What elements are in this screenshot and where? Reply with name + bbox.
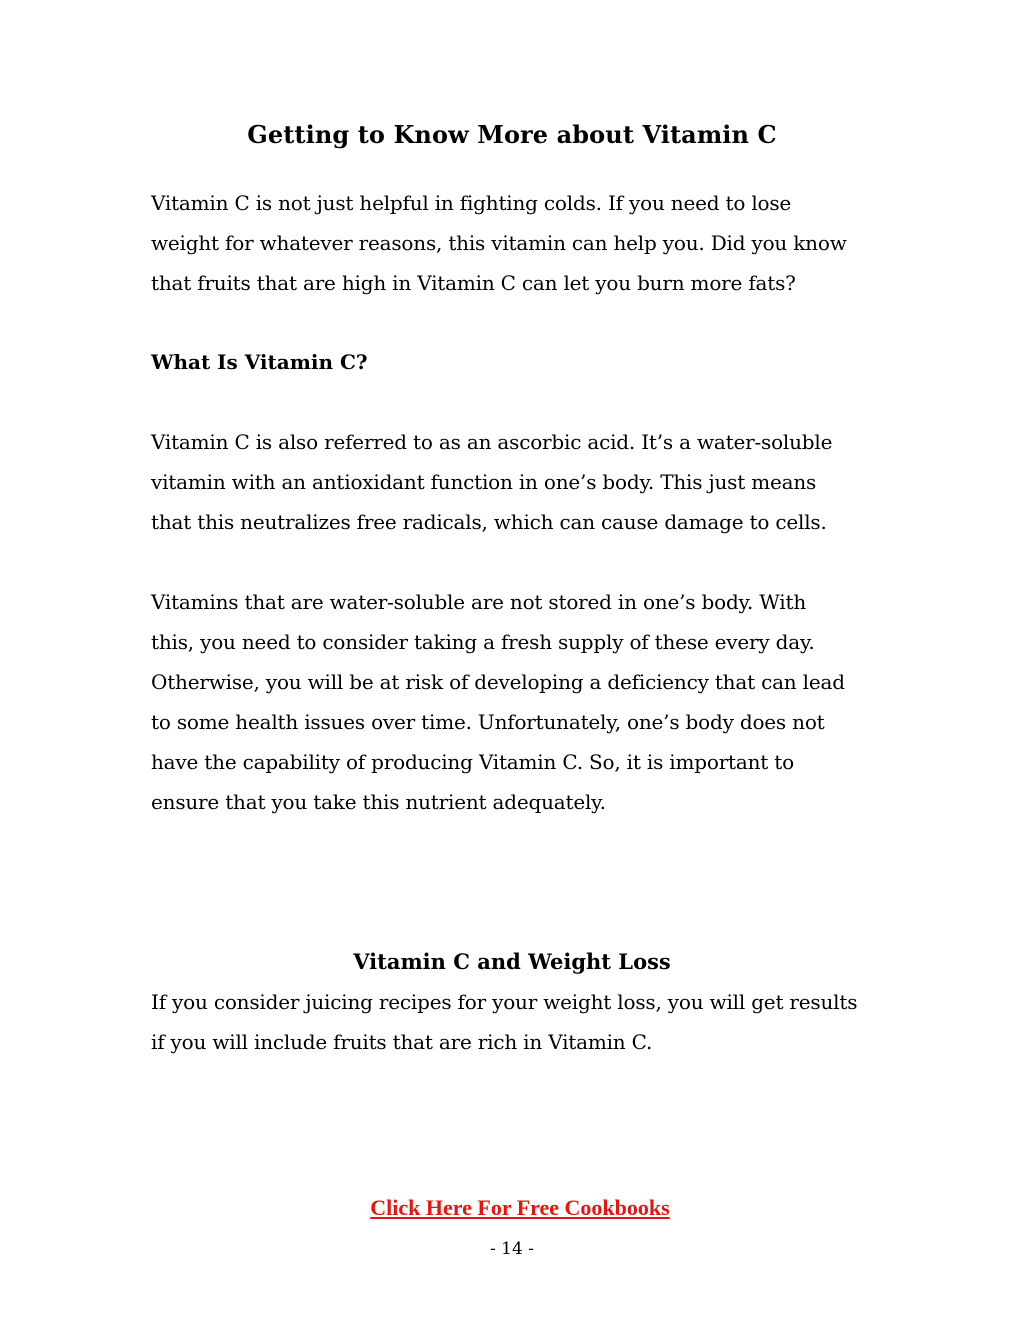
page-number: - 14 - [490, 1239, 534, 1259]
paragraph-line: Vitamin C is also referred to as an ascorbic acid. It’s a water-soluble [151, 430, 833, 454]
paragraph-line: if you will include fruits that are rich in Vitamin C. [151, 1030, 653, 1054]
paragraph-line: weight for whatever reasons, this vitamin can help you. Did you know [151, 231, 847, 255]
paragraph-line: Vitamin C is not just helpful in fighting colds. If you need to lose [151, 191, 792, 215]
paragraph-line: this, you need to consider taking a fresh supply of these every day. [151, 630, 815, 654]
water-soluble-paragraph [151, 582, 891, 822]
paragraph-line: ensure that you take this nutrient adequately. [151, 790, 606, 814]
paragraph-line: If you consider juicing recipes for your weight loss, you will get results [151, 990, 858, 1014]
section-heading-what-is-vitamin-c: What Is Vitamin C? [151, 350, 368, 374]
paragraph-line: have the capability of producing Vitamin C. So, it is important to [151, 750, 794, 774]
weight-loss-paragraph [151, 982, 891, 1062]
page-title: Getting to Know More about Vitamin C [247, 120, 777, 149]
paragraph-line: that fruits that are high in Vitamin C can let you burn more fats? [151, 271, 796, 295]
paragraph-line: to some health issues over time. Unfortunately, one’s body does not [151, 710, 825, 734]
section-heading-weight-loss: Vitamin C and Weight Loss [353, 949, 671, 974]
free-cookbooks-link-container [0, 1193, 1024, 1223]
paragraph-line: Vitamins that are water-soluble are not stored in one’s body. With [151, 590, 807, 614]
paragraph-line: vitamin with an antioxidant function in one’s body. This just means [151, 470, 817, 494]
vitamin-c-definition-paragraph [151, 422, 891, 542]
paragraph-line: Otherwise, you will be at risk of developing a deficiency that can lead [151, 670, 845, 694]
intro-paragraph [151, 183, 891, 303]
paragraph-line: that this neutralizes free radicals, which can cause damage to cells. [151, 510, 827, 534]
free-cookbooks-link[interactable]: Click Here For Free Cookbooks [370, 1195, 670, 1220]
